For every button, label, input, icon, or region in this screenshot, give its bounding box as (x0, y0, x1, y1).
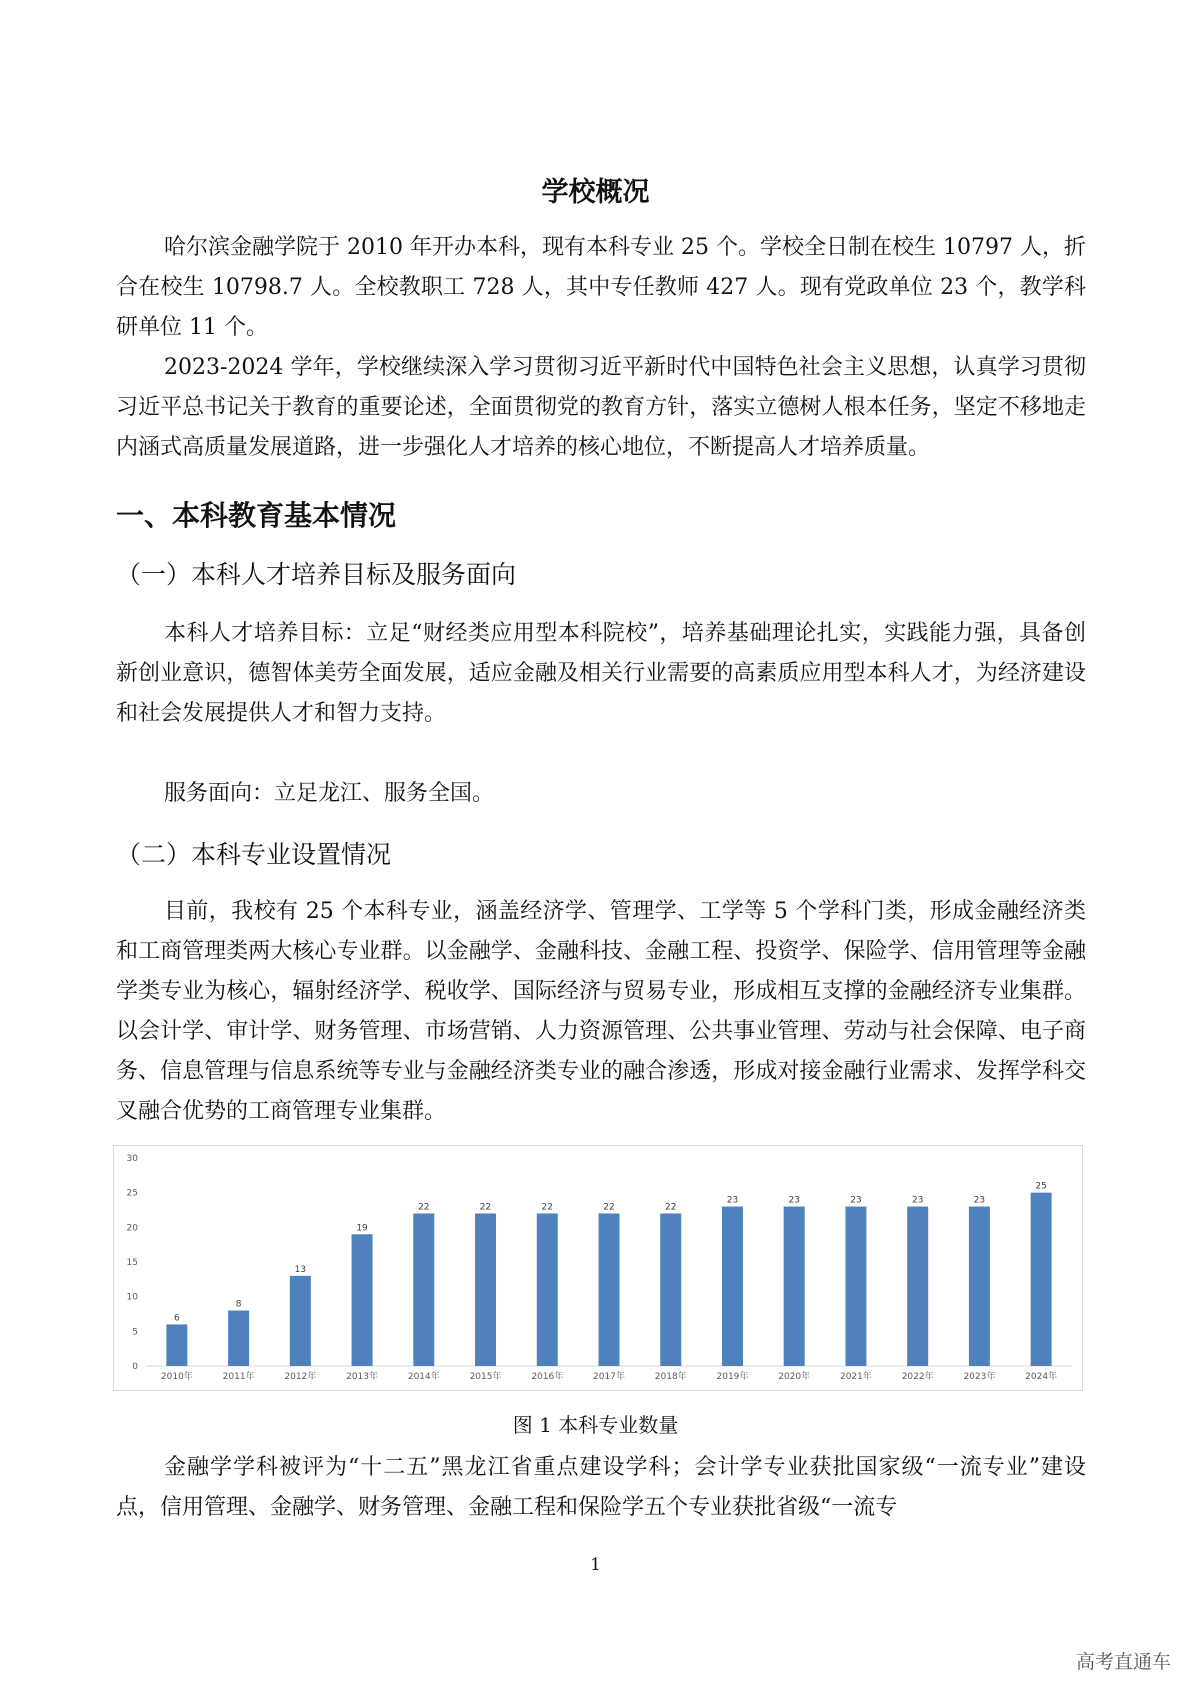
y-tick-label: 30 (126, 1154, 138, 1164)
bar-value-label: 6 (173, 1313, 180, 1324)
bar (845, 1207, 866, 1366)
bar-chart-svg (114, 1146, 1082, 1390)
x-tick-label: 2018年 (654, 1372, 687, 1382)
bar-value-label: 23 (850, 1195, 862, 1206)
bar-value-label: 22 (541, 1202, 553, 1213)
x-tick-label: 2022年 (901, 1372, 934, 1382)
bar (599, 1213, 620, 1366)
bar (660, 1213, 681, 1366)
bar-value-label: 23 (788, 1195, 800, 1206)
intro-paragraph-1: 哈尔滨金融学院于 2010 年开办本科，现有本科专业 25 个。学校全日制在校生 10797 人，折合在校生 10798.7 人。全校教职工 728 人，其中专任教师 427 人。现有党政单位 23 个，教学科研单位 11 个。 (116, 235, 1086, 340)
bar-value-label: 25 (1035, 1181, 1047, 1192)
bar (1031, 1193, 1052, 1366)
bar-value-label: 8 (235, 1299, 242, 1310)
intro-paragraph-2: 2023-2024 学年，学校继续深入学习贯彻习近平新时代中国特色社会主义思想，认真学习贯彻习近平总书记关于教育的重要论述，全面贯彻党的教育方针，落实立德树人根本任务，坚定不移地走内涵式高质量发展道路，进一步强化人才培养的核心地位，不断提高人才培养质量。 (116, 355, 1086, 460)
x-tick-label: 2017年 (593, 1372, 625, 1382)
bar (907, 1207, 928, 1366)
bar (290, 1276, 311, 1366)
x-tick-label: 2015年 (469, 1372, 502, 1382)
bar-value-label: 19 (356, 1223, 368, 1234)
x-tick-label: 2019年 (716, 1372, 749, 1382)
major-count-chart (113, 1145, 1083, 1391)
section-heading-1: 一、本科教育基本情况 (116, 499, 397, 532)
page-number: 1 (590, 1555, 601, 1575)
bar-value-label: 23 (726, 1195, 739, 1206)
bar (352, 1234, 373, 1366)
subsection-2-paragraph-1: 目前，我校有 25 个本科专业，涵盖经济学、管理学、工学等 5 个学科门类，形成金融经济类和工商管理类两大核心专业群。以金融学、金融科技、金融工程、投资学、保险学、信用管理等金融学类专业为核心，辐射经济学、税收学、国际经济与贸易专业，形成相互支撑的金融经济专业集群。以会计学、审计学、财务管理、市场营销、人力资源管理、公共事业管理、劳动与社会保障、电子商务、信息管理与信息系统等专业与金融经济类专业的融合渗透，形成对接金融行业需求、发挥学科交叉融合优势的工商管理专业集群。 (116, 899, 1086, 1124)
bar (784, 1207, 805, 1366)
bar-value-label: 23 (973, 1195, 986, 1206)
bar-value-label: 13 (294, 1264, 307, 1275)
bar-value-label: 22 (479, 1202, 492, 1213)
y-tick-label: 20 (126, 1223, 138, 1234)
subsection-2-paragraph-2: 金融学学科被评为“十二五”黑龙江省重点建设学科；会计学专业获批国家级“一流专业”建设点，信用管理、金融学、财务管理、金融工程和保险学五个专业获批省级“一流专 (116, 1455, 1086, 1520)
subsection-heading-2: （二）本科专业设置情况 (116, 840, 392, 869)
bar-value-label: 22 (603, 1202, 615, 1213)
x-tick-label: 2020年 (778, 1372, 811, 1382)
y-tick-label: 5 (132, 1327, 138, 1338)
x-tick-label: 2024年 (1025, 1372, 1058, 1382)
bar (537, 1213, 558, 1366)
bar (166, 1324, 187, 1366)
subsection-heading-1: （一）本科人才培养目标及服务面向 (116, 560, 517, 589)
bar-value-label: 22 (665, 1202, 677, 1213)
subsection-1-paragraph-1: 本科人才培养目标：立足“财经类应用型本科院校”，培养基础理论扎实，实践能力强，具备创新创业意识，德智体美劳全面发展，适应金融及相关行业需要的高素质应用型本科人才，为经济建设和社会发展提供人才和智力支持。 (116, 621, 1086, 726)
bar (475, 1213, 496, 1366)
y-tick-label: 15 (126, 1258, 138, 1268)
x-tick-label: 2010年 (160, 1372, 193, 1382)
subsection-1-paragraph-2: 服务面向：立足龙江、服务全国。 (164, 781, 495, 806)
bar (228, 1311, 249, 1366)
x-tick-label: 2016年 (531, 1372, 564, 1382)
bar-value-label: 23 (911, 1195, 924, 1206)
x-tick-label: 2021年 (839, 1372, 872, 1382)
bar (969, 1207, 990, 1366)
x-tick-label: 2011年 (222, 1372, 255, 1382)
page-title: 学校概况 (541, 177, 650, 208)
bar (722, 1207, 743, 1366)
y-tick-label: 0 (132, 1362, 138, 1372)
bar (413, 1213, 434, 1366)
y-tick-label: 25 (126, 1188, 138, 1199)
x-tick-label: 2023年 (963, 1372, 996, 1382)
x-tick-label: 2014年 (407, 1372, 440, 1382)
figure-caption: 图 1 本科专业数量 (512, 1413, 679, 1437)
x-tick-label: 2012年 (284, 1372, 317, 1382)
watermark-text: 高考直通车 (1075, 1651, 1171, 1673)
bar-value-label: 22 (418, 1202, 430, 1213)
x-tick-label: 2013年 (346, 1372, 379, 1382)
y-tick-label: 10 (126, 1292, 138, 1303)
